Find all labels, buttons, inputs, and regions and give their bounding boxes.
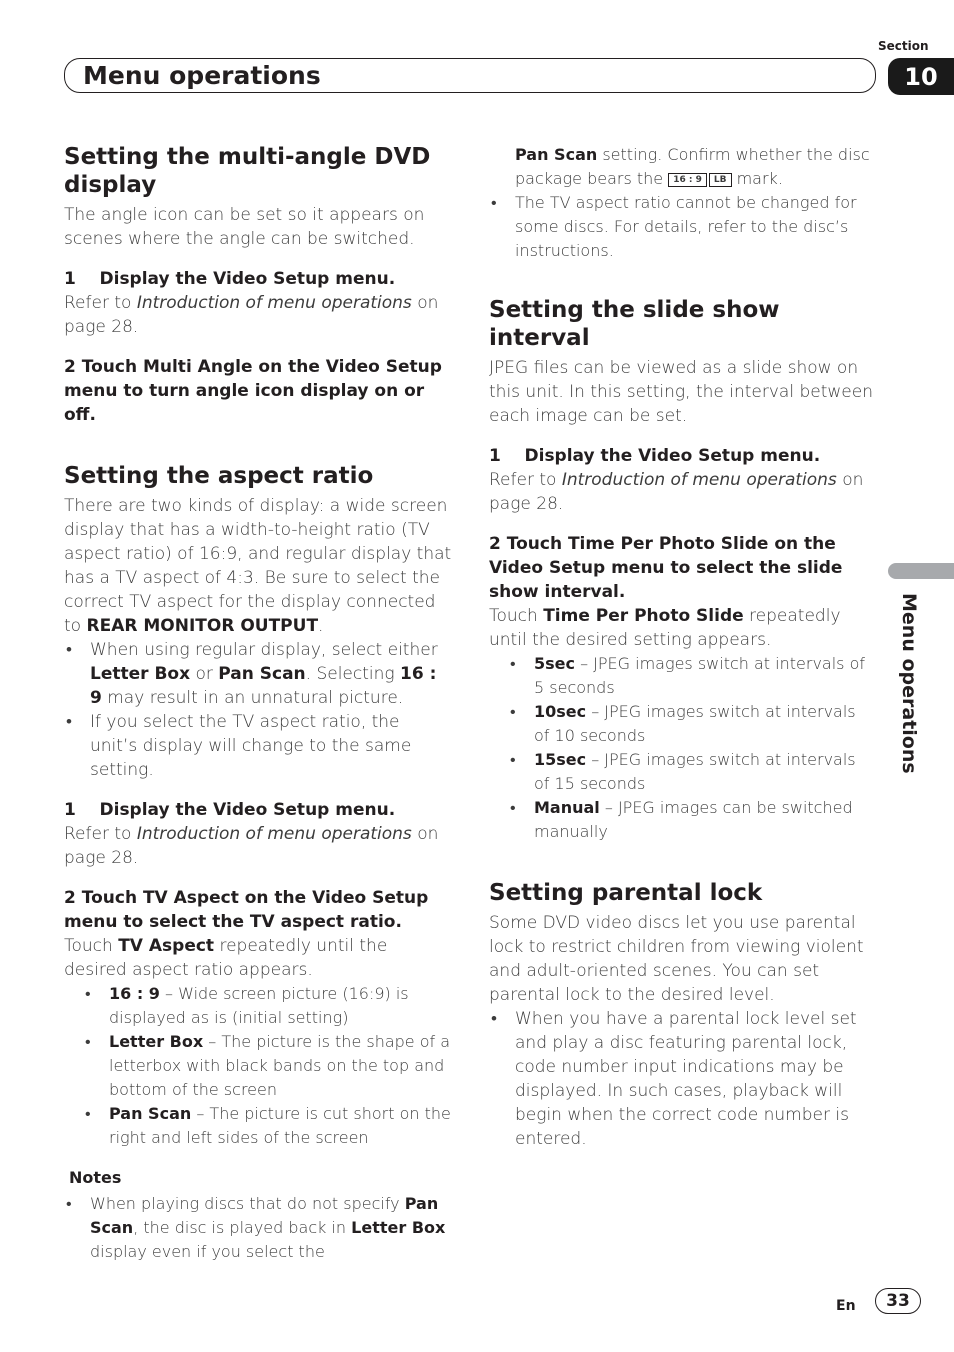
touch-time-per-photo: Time Per Photo Slide [543, 606, 744, 626]
mark-lb: LB [713, 174, 727, 185]
page-number: 33 [886, 1291, 910, 1311]
parental-bullets [489, 1007, 874, 1151]
option-desc: – The picture is the shape of a letterbox with black bands on the top and bottom of the screen [109, 1032, 451, 1099]
side-tab-label: Menu operations [898, 593, 920, 774]
b1-panscan: Pan Scan [218, 664, 306, 684]
section-number-badge [888, 58, 954, 95]
touch-c: repeatedly until the desired setting appears. [489, 606, 841, 650]
option-name: Letter Box [109, 1032, 204, 1051]
cont-b: setting. Confirm whether the disc package bears the [515, 145, 870, 188]
touch-tv-aspect: TV Aspect [118, 936, 215, 956]
cont-c: mark. [731, 169, 783, 188]
lb-mark-icon [709, 173, 732, 187]
option-name: Pan Scan [109, 1104, 192, 1123]
option-desc: – JPEG images switch at intervals of 10 seconds [534, 702, 856, 745]
b1-g: may result in an unnatural picture. [101, 688, 404, 708]
slide-step1: 1 Display the Video Setup menu. [489, 446, 821, 466]
slide-options [489, 652, 874, 844]
slide-option [508, 748, 874, 796]
note1-e: display even if you select the [90, 1242, 325, 1261]
page-title-bar [64, 58, 876, 93]
notes-list [64, 1192, 452, 1264]
aspect-ref [64, 822, 452, 870]
aspect-step1: 1 Display the Video Setup menu. [64, 800, 396, 820]
aspect-mark-icon [668, 173, 707, 187]
parental-bullet-1: • When you have a parental lock level set and play a disc featuring parental lock, code number input indications may be displayed. In such cases, playback will begin when the correct code number is entered. [489, 1007, 874, 1151]
parental-intro: Some DVD video discs let you use parental lock to restrict children from viewing violent and adult-oriented scenes. You can set parental lock to the desired level. [489, 913, 864, 1005]
note-1 [64, 1192, 452, 1264]
aspect-option [83, 1030, 452, 1102]
right-column [489, 143, 874, 1151]
slide-option [508, 796, 874, 844]
option-name: 15sec [534, 750, 587, 769]
note1-letterbox: Letter Box [351, 1218, 446, 1237]
aspect-bullet-2: • If you select the TV aspect ratio, the unit’s display will change to the same setting. [64, 710, 452, 782]
left-column [64, 143, 452, 1264]
b1-e: . Selecting [305, 664, 401, 684]
aspect-step2: 2 Touch TV Aspect on the Video Setup menu to select the TV aspect ratio. [64, 888, 429, 932]
section-number: 10 [904, 62, 938, 91]
option-desc: – JPEG images switch at intervals of 15 seconds [534, 750, 856, 793]
section-label: Section [878, 39, 929, 53]
touch-a: Touch [64, 936, 119, 956]
multi-angle-step1: 1 Display the Video Setup menu. [64, 269, 396, 289]
ref-link-text: Introduction of menu operations [136, 824, 412, 844]
option-desc: – Wide screen picture (16:9) is displayed as is (initial setting) [109, 984, 409, 1027]
ref-prefix: Refer to [64, 293, 137, 313]
ref-suffix: on page 28. [489, 470, 864, 514]
slide-touch [489, 604, 874, 652]
ref-prefix: Refer to [64, 824, 137, 844]
slide-option [508, 700, 874, 748]
multi-angle-step2: 2 Touch Multi Angle on the Video Setup menu to turn angle icon display on or off. [64, 357, 442, 425]
slide-heading: Setting the slide show interval [489, 297, 780, 351]
option-desc: – The picture is cut short on the right and left sides of the screen [109, 1104, 451, 1147]
option-name: Manual [534, 798, 600, 817]
ref-suffix: on page 28. [64, 293, 439, 337]
aspect-bullets [64, 638, 452, 782]
aspect-options [64, 982, 452, 1150]
slide-ref [489, 468, 874, 516]
option-name: 5sec [534, 654, 575, 673]
cont-panscan: Pan Scan [515, 145, 598, 164]
touch-a: Touch [489, 606, 544, 626]
aspect-option [83, 1102, 452, 1150]
slide-option [508, 652, 874, 700]
option-name: 16 : 9 [109, 984, 160, 1003]
note1-a: When playing discs that do not specify [90, 1194, 405, 1213]
ref-suffix: on page 28. [64, 824, 439, 868]
parental-heading: Setting parental lock [489, 880, 763, 906]
language-label: En [836, 1298, 856, 1314]
mark-169: 16 : 9 [673, 174, 702, 185]
multi-angle-ref [64, 291, 452, 339]
ref-link-text: Introduction of menu operations [561, 470, 837, 490]
aspect-intro [64, 494, 452, 638]
b1-c: or [190, 664, 219, 684]
note1-panscan: Pan Scan [90, 1194, 439, 1237]
note1-c: , the disc is played back in [133, 1218, 352, 1237]
aspect-heading: Setting the aspect ratio [64, 463, 374, 489]
slide-step2: 2 Touch Time Per Photo Slide on the Video Setup menu to select the slide show interval. [489, 534, 843, 602]
rear-monitor-output: REAR MONITOR OUTPUT [86, 616, 319, 636]
multi-angle-intro: The angle icon can be set so it appears on scenes where the angle can be switched. [64, 205, 425, 249]
aspect-intro-text: There are two kinds of display: a wide screen display that has a width-to-height ratio (TV aspect ratio) of 16:9, and regular display that has a TV aspect of 4:3. Be sure to select the correct TV aspect for the display connected to [64, 496, 452, 636]
option-name: 10sec [534, 702, 587, 721]
multi-angle-heading: Setting the multi-angle DVD display [64, 144, 431, 198]
option-desc: – JPEG images can be switched manually [534, 798, 853, 841]
aspect-bullet-1 [64, 638, 452, 710]
notes-list-continued [489, 191, 874, 263]
b1-a: When using regular display, select either [90, 640, 438, 660]
b1-169: 16 : 9 [90, 664, 437, 708]
page-title: Menu operations [83, 61, 321, 90]
note-2: • The TV aspect ratio cannot be changed for some discs. For details, refer to the disc’s instructions. [489, 191, 874, 263]
aspect-intro-end: . [318, 616, 324, 636]
aspect-touch [64, 934, 452, 982]
b1-letterbox: Letter Box [90, 664, 191, 684]
touch-c: repeatedly until the desired aspect ratio appears. [64, 936, 388, 980]
aspect-option [83, 982, 452, 1030]
option-desc: – JPEG images switch at intervals of 5 seconds [534, 654, 866, 697]
ref-link-text: Introduction of menu operations [136, 293, 412, 313]
page-number-badge [875, 1288, 921, 1314]
side-tab-marker [888, 563, 954, 579]
notes-heading: Notes [69, 1168, 122, 1187]
ref-prefix: Refer to [489, 470, 562, 490]
note-1-continued [489, 143, 874, 191]
slide-intro: JPEG files can be viewed as a slide show on this unit. In this setting, the interval between each image can be set. [489, 358, 873, 426]
